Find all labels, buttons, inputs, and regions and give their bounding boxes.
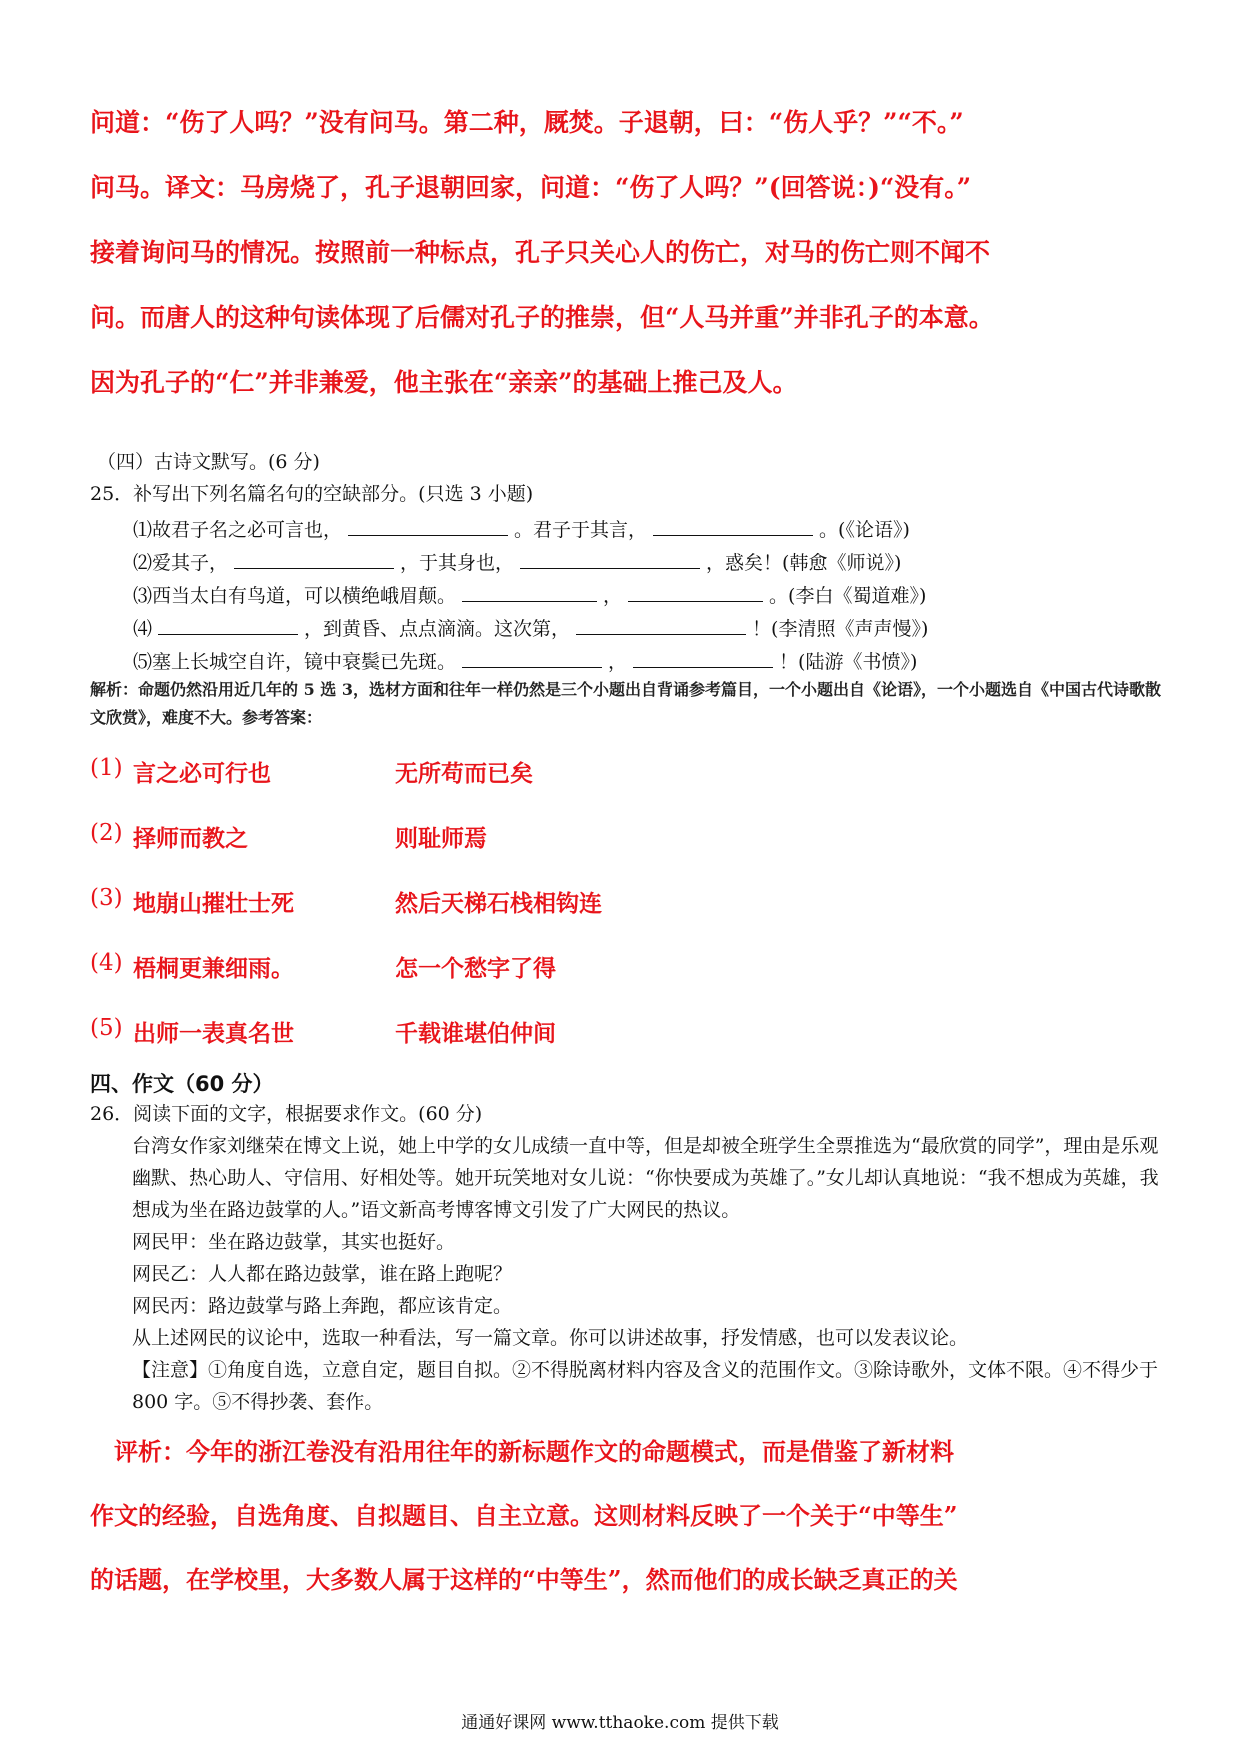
answer-blank[interactable]: [462, 579, 597, 602]
answer-number: (3): [90, 885, 123, 911]
item-number: ⑴: [133, 519, 153, 541]
composition-comment: [90, 1420, 1160, 1612]
item-text-a: 塞上长城空自许，镜中衰鬓已先斑。: [152, 651, 457, 673]
item-text-c: ！(陆游《书愤》): [779, 651, 918, 673]
page-footer: 通通好课网 www.tthaoke.com 提供下载: [461, 1713, 779, 1733]
answer-part-2: 则耻师焉: [395, 825, 487, 852]
netizen-opinion-c: 网民丙：路边鼓掌与路上奔跑，都应该肯定。: [132, 1295, 513, 1317]
item-text-b: ，到黄昏、点点滴滴。这次第，: [304, 618, 571, 640]
blank-item-1: [133, 513, 928, 546]
section-title-poetry-dictation: （四）古诗文默写。(6 分): [97, 451, 320, 473]
answer-number: (2): [90, 820, 123, 846]
blank-item-5: [133, 645, 928, 678]
answer-part-1: 言之必可行也: [133, 760, 271, 787]
item-text-c: 。(李白《蜀道难》): [769, 585, 927, 607]
answer-part-1: 地崩山摧壮士死: [133, 890, 294, 917]
answer-part-2: 无所苟而已矣: [395, 760, 533, 787]
answer-part-1: 梧桐更兼细雨。: [133, 955, 294, 982]
text-line: 因为孔子的“仁”并非兼爱，他主张在“亲亲”的基础上推己及人。: [90, 368, 798, 397]
item-text-b: ，: [608, 651, 628, 673]
question-26-title: 26．阅读下面的文字，根据要求作文。(60 分): [90, 1103, 483, 1125]
item-text-b: 。君子于其言，: [514, 519, 648, 541]
item-text-c: ！(李清照《声声慢》): [752, 618, 929, 640]
answer-blank[interactable]: [462, 645, 602, 668]
answer-part-2: 千载谁堪伯仲间: [395, 1020, 556, 1047]
text-line: 作文的经验，自选角度、自拟题目、自主立意。这则材料反映了一个关于“中等生”: [90, 1501, 958, 1530]
answer-blank[interactable]: [653, 513, 813, 536]
answer-blank[interactable]: [158, 612, 298, 635]
writing-instruction: 从上述网民的议论中，选取一种看法，写一篇文章。你可以讲述故事，抒发情感，也可以发表议论。: [132, 1327, 969, 1349]
analysis-note: 解析：命题仍然沿用近几年的 5 选 3，选材方面和往年一样仍然是三个小题出自背诵参考篇目，一个小题出自《论语》，一个小题选自《中国古代诗歌散文欣赏》，难度不大。参考答案：: [90, 680, 1161, 727]
text-line: 评析：今年的浙江卷没有沿用往年的新标题作文的命题模式，而是借鉴了新材料: [90, 1437, 954, 1466]
answer-blank[interactable]: [234, 546, 394, 569]
text-line: 问马。译文：马房烧了，孔子退朝回家，问道：“伤了人吗？”(回答说：)“没有。”: [90, 173, 972, 202]
item-text-a: 西当太白有鸟道，可以横绝峨眉颠。: [152, 585, 457, 607]
answer-part-2: 然后天梯石栈相钩连: [395, 890, 602, 917]
blank-item-2: [133, 546, 928, 579]
netizen-opinion-b: 网民乙：人人都在路边鼓掌，谁在路上跑呢？: [132, 1263, 513, 1285]
question-25-title: 25．补写出下列名篇名句的空缺部分。(只选 3 小题): [90, 483, 534, 505]
answer-number: (1): [90, 755, 123, 781]
item-text-c: 。(《论语》): [819, 519, 910, 541]
item-number: ⑸: [133, 651, 153, 673]
answer-blank[interactable]: [348, 513, 508, 536]
item-text-a: 爱其子，: [152, 552, 229, 574]
text-line: 问道：“伤了人吗？”没有问马。第二种，厩焚。子退朝，曰：“伤人乎？”“不。”: [90, 108, 964, 137]
item-number: ⑷: [133, 618, 153, 640]
question-26-body: [90, 1098, 1165, 1418]
section-heading-composition: 四、作文（60 分）: [90, 1072, 274, 1096]
item-text-b: ，于其身也，: [400, 552, 515, 574]
fill-in-blank-list: [133, 513, 928, 678]
netizen-opinion-a: 网民甲：坐在路边鼓掌，其实也挺好。: [132, 1231, 456, 1253]
answer-number: (4): [90, 950, 123, 976]
answer-part-1: 出师一表真名世: [133, 1020, 294, 1047]
answer-blank[interactable]: [520, 546, 700, 569]
blank-item-4: [133, 612, 928, 645]
item-text-a: 故君子名之必可言也，: [152, 519, 343, 541]
intro-analysis-paragraph: [90, 90, 1160, 415]
answer-number: (5): [90, 1015, 123, 1041]
item-text-c: ，惑矣！(韩愈《师说》): [706, 552, 902, 574]
text-line: 接着询问马的情况。按照前一种标点，孔子只关心人的伤亡，对马的伤亡则不闻不: [90, 238, 991, 267]
item-number: ⑶: [133, 585, 153, 607]
text-line: 问。而唐人的这种句读体现了后儒对孔子的推崇，但“人马并重”并非孔子的本意。: [90, 303, 994, 332]
answer-part-2: 怎一个愁字了得: [395, 955, 556, 982]
answer-blank[interactable]: [576, 612, 746, 635]
answer-blank[interactable]: [633, 645, 773, 668]
blank-item-3: [133, 579, 928, 612]
material-paragraph: 台湾女作家刘继荣在博文上说，她上中学的女儿成绩一直中等，但是却被全班学生全票推选为“最欣赏的同学”，理由是乐观幽默、热心助人、守信用、好相处等。她开玩笑地对女儿说：“你快要成为英雄了。”女儿却认真地说：“我不想成为英雄，我想成为坐在路边鼓掌的人。”语文新高考博客博文引发了广大网民的热议。: [132, 1135, 1159, 1221]
notice-text: 【注意】①角度自选，立意自定，题目自拟。②不得脱离材料内容及含义的范围作文。③除诗歌外，文体不限。④不得少于 800 字。⑤不得抄袭、套作。: [132, 1359, 1159, 1413]
item-text-b: ，: [603, 585, 623, 607]
answer-blank[interactable]: [628, 579, 763, 602]
text-line: 的话题，在学校里，大多数人属于这样的“中等生”，然而他们的成长缺乏真正的关: [90, 1565, 958, 1594]
answer-part-1: 择师而教之: [133, 825, 248, 852]
item-number: ⑵: [133, 552, 153, 574]
